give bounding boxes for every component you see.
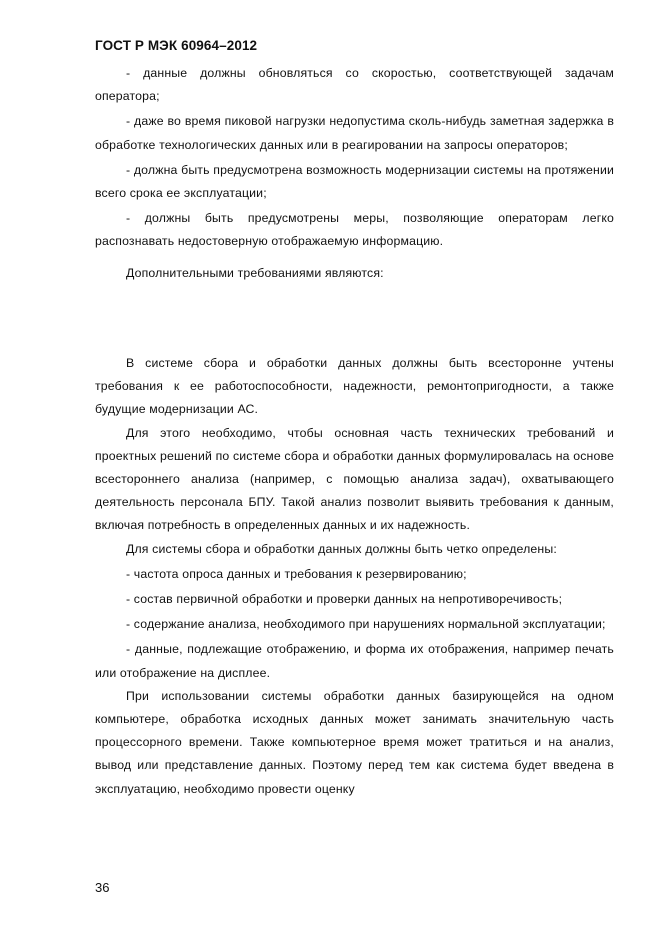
page-number: 36 [95,880,110,895]
paragraph: Дополнительными требованиями являются: [126,265,384,280]
paragraph: - состав первичной обработки и проверки данных на непротиворечивость; [126,592,563,607]
paragraph: - даже во время пиковой нагрузки недопустима сколь-нибудь заметная задержка в обработке технологических данных или в реагировании на запросы операторов; [95,114,614,152]
paragraph: Для системы сбора и обработки данных должны быть четко определены: [126,541,557,556]
paragraph: При использовании системы обработки данных базирующейся на одном компьютере, обработка исходных данных может занимать значительную часть процессорного времени. Также компьютерное время может тратиться и на анализ, вывод или представление данных. Поэтому перед тем как система будет введена в эксплуатацию, необходимо провести оценку [95,688,614,796]
paragraph: - должны быть предусмотрены меры, позволяющие операторам легко распознавать недостоверную отображаемую информацию. [95,211,614,249]
paragraph: - частота опроса данных и требования к резервированию; [126,566,467,581]
document-header: ГОСТ Р МЭК 60964–2012 [95,38,258,53]
main-text-block [95,352,614,801]
requirements-block [95,62,614,285]
paragraph: - должна быть предусмотрена возможность модернизации системы на протяжении всего срока ее эксплуатации; [95,162,614,201]
paragraph: - содержание анализа, необходимого при нарушениях нормальной эксплуатации; [126,617,606,632]
paragraph: Для этого необходимо, чтобы основная часть технических требований и проектных решений по системе сбора и обработки данных формулировалась на основе всестороннего анализа (например, с помощью анализа задач), охватывающего деятельность персонала БПУ. Такой анализ позволит выявить требования к данным, включая потребность в определенных данных и их надежность. [95,425,614,533]
paragraph: - данные должны обновляться со скоростью, соответствующей задачам оператора; [95,66,614,104]
paragraph: - данные, подлежащие отображению, и форма их отображения, например печать или отображение на дисплее. [95,642,614,680]
paragraph: В системе сбора и обработки данных должны быть всесторонне учтены требования к ее работоспособности, надежности, ремонтопригодности, а также будущие модернизации АС. [95,356,614,417]
